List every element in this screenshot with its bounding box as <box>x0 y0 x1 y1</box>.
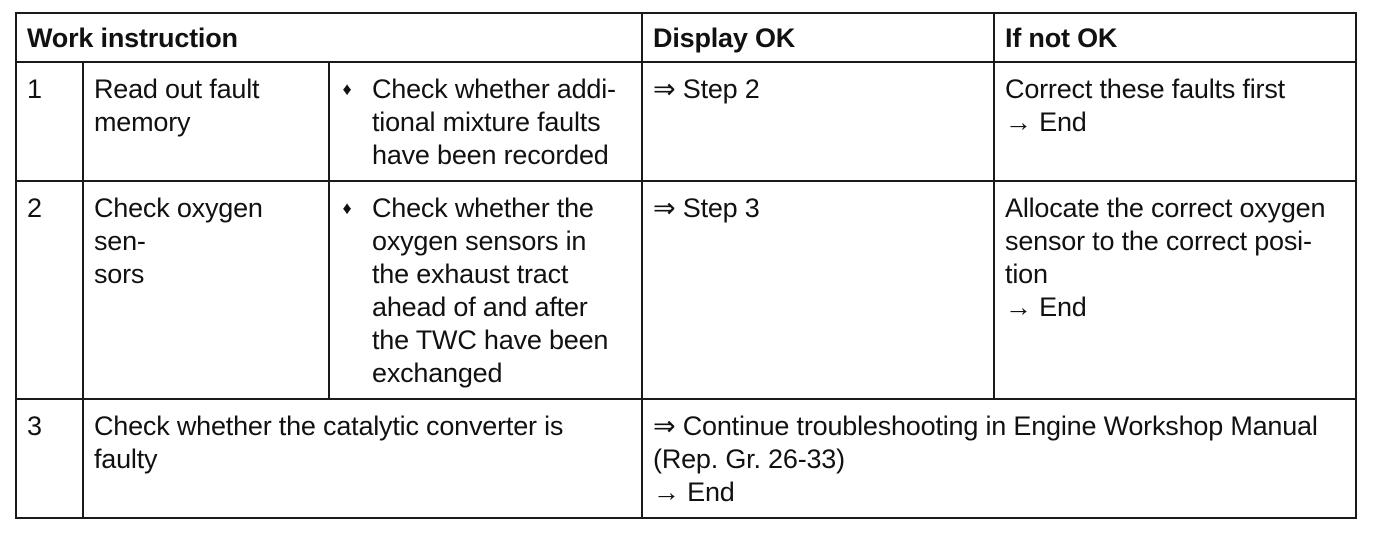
table-header-row <box>16 13 1356 62</box>
step-action: Read out fault memory <box>83 62 329 181</box>
step-action: Check oxygen sen- sors <box>83 181 329 399</box>
table-row <box>16 181 1356 399</box>
step-number: 2 <box>16 181 83 399</box>
header-display-ok: Display OK <box>642 13 994 62</box>
table-row <box>16 62 1356 181</box>
step-number: 1 <box>16 62 83 181</box>
step-number: 3 <box>16 399 83 518</box>
step-action: Check whether the catalytic converter is faulty <box>83 399 642 518</box>
step-detail: Check whether the oxygen sensors in the exhaust tract ahead of and after the TWC have been exchanged <box>372 193 609 388</box>
display-ok-result: ⇒ Step 2 <box>642 62 994 181</box>
if-not-ok-result: Allocate the correct oxygen sensor to the correct posi- tion → End <box>994 181 1356 399</box>
if-not-ok-result: Correct these faults first → End <box>994 62 1356 181</box>
work-instruction-table <box>15 12 1357 519</box>
bullet-icon: ♦ <box>342 79 352 99</box>
header-work-instruction: Work instruction <box>16 13 642 62</box>
step-detail-cell <box>329 62 642 181</box>
step-detail: Check whether addi- tional mixture faults have been recorded <box>372 74 616 170</box>
table-row <box>16 399 1356 518</box>
header-if-not-ok: If not OK <box>994 13 1356 62</box>
step-detail-cell <box>329 181 642 399</box>
display-ok-result: ⇒ Step 3 <box>642 181 994 399</box>
bullet-icon: ♦ <box>342 198 352 218</box>
step-result: ⇒ Continue troubleshooting in Engine Workshop Manual (Rep. Gr. 26-33) → End <box>642 399 1356 518</box>
